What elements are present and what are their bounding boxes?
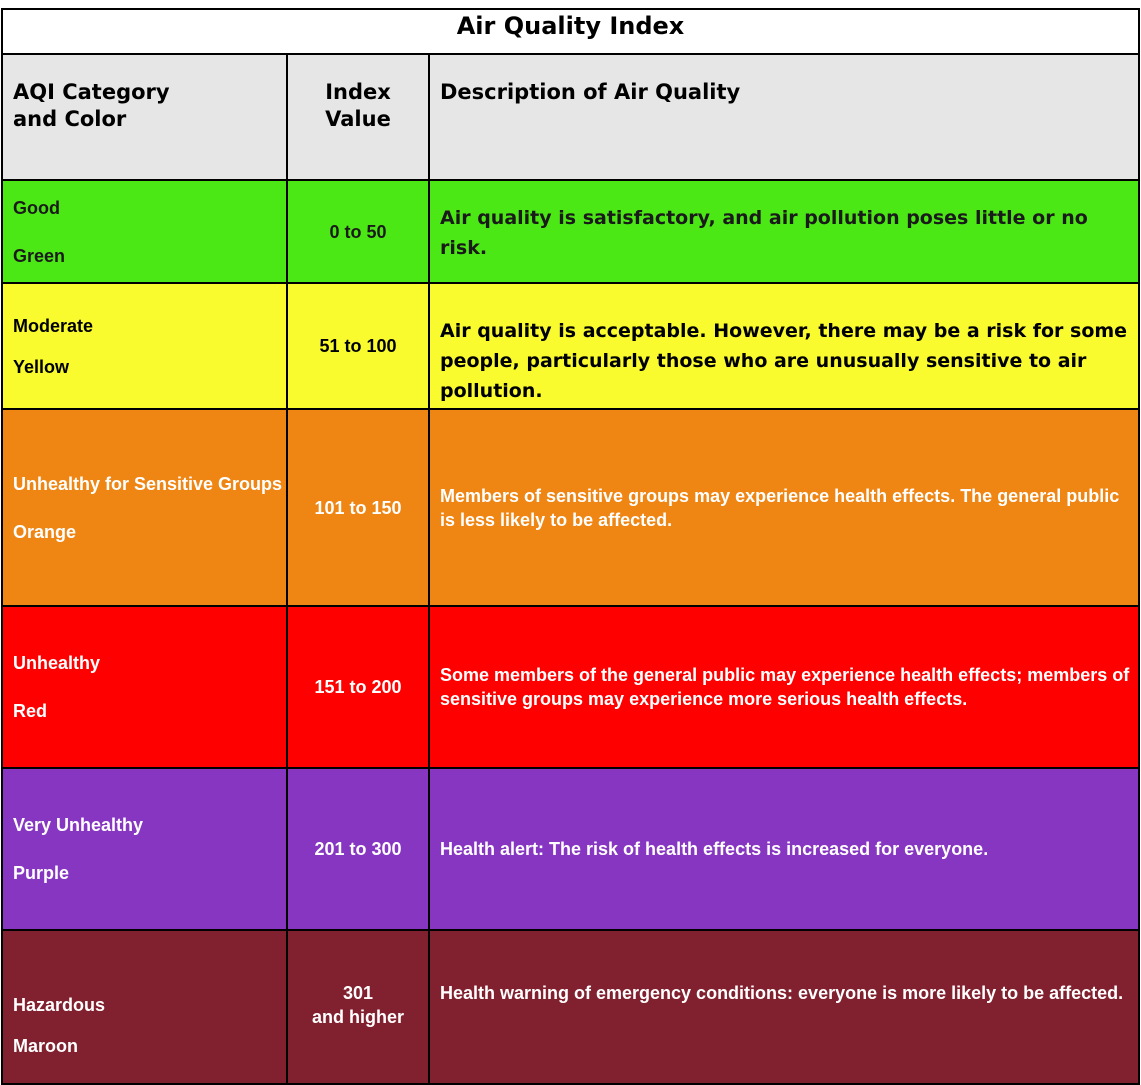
table-row <box>2 606 1139 768</box>
description: Health warning of emergency conditions: everyone is more likely to be affected. <box>429 930 1139 1084</box>
table-row <box>2 768 1139 930</box>
title-row <box>2 9 1139 54</box>
header-category <box>2 54 287 180</box>
index-value: 101 to 150 <box>287 409 429 606</box>
category-cell <box>2 768 287 930</box>
description: Members of sensitive groups may experience health effects. The general public is less likely to be affected. <box>429 409 1139 606</box>
header-description: Description of Air Quality <box>429 54 1139 180</box>
category-name: Moderate <box>13 315 94 336</box>
header-index-line-1: Index <box>325 80 391 104</box>
header-category-line-2: and Color <box>13 107 127 131</box>
index-value: 151 to 200 <box>287 606 429 768</box>
category-name: Unhealthy for Sensitive Groups <box>13 473 283 494</box>
description: Some members of the general public may experience health effects; members of sensitive groups may experience more serious health effects. <box>429 606 1139 768</box>
table-title: Air Quality Index <box>2 9 1139 54</box>
index-value: 0 to 50 <box>287 180 429 283</box>
table-row <box>2 180 1139 283</box>
category-color: Orange <box>13 521 77 542</box>
category-color: Yellow <box>13 356 70 377</box>
category-cell <box>2 180 287 283</box>
table-row <box>2 930 1139 1084</box>
table-row <box>2 409 1139 606</box>
description: Health alert: The risk of health effects is increased for everyone. <box>429 768 1139 930</box>
header-index-line-2: Value <box>325 107 391 131</box>
category-color: Red <box>13 701 48 721</box>
description: Air quality is acceptable. However, there may be a risk for some people, particularly those who are unusually sensitive to air pollution. <box>429 283 1139 409</box>
category-name: Hazardous <box>13 995 106 1015</box>
index-value: 51 to 100 <box>287 283 429 409</box>
header-row <box>2 54 1139 180</box>
category-cell <box>2 283 287 409</box>
category-cell <box>2 606 287 768</box>
category-name: Unhealthy <box>13 653 101 673</box>
category-name: Very Unhealthy <box>13 815 144 835</box>
aqi-table <box>1 8 1140 1085</box>
index-value: 301 and higher <box>287 930 429 1084</box>
table-row <box>2 283 1139 409</box>
category-color: Maroon <box>13 1036 78 1056</box>
category-color: Purple <box>13 863 70 883</box>
category-cell <box>2 930 287 1084</box>
header-index <box>287 54 429 180</box>
index-value: 201 to 300 <box>287 768 429 930</box>
category-name: Good <box>13 197 60 218</box>
category-cell <box>2 409 287 606</box>
category-color: Green <box>13 245 66 266</box>
description: Air quality is satisfactory, and air pollution poses little or no risk. <box>429 180 1139 283</box>
header-category-line-1: AQI Category <box>13 80 170 104</box>
